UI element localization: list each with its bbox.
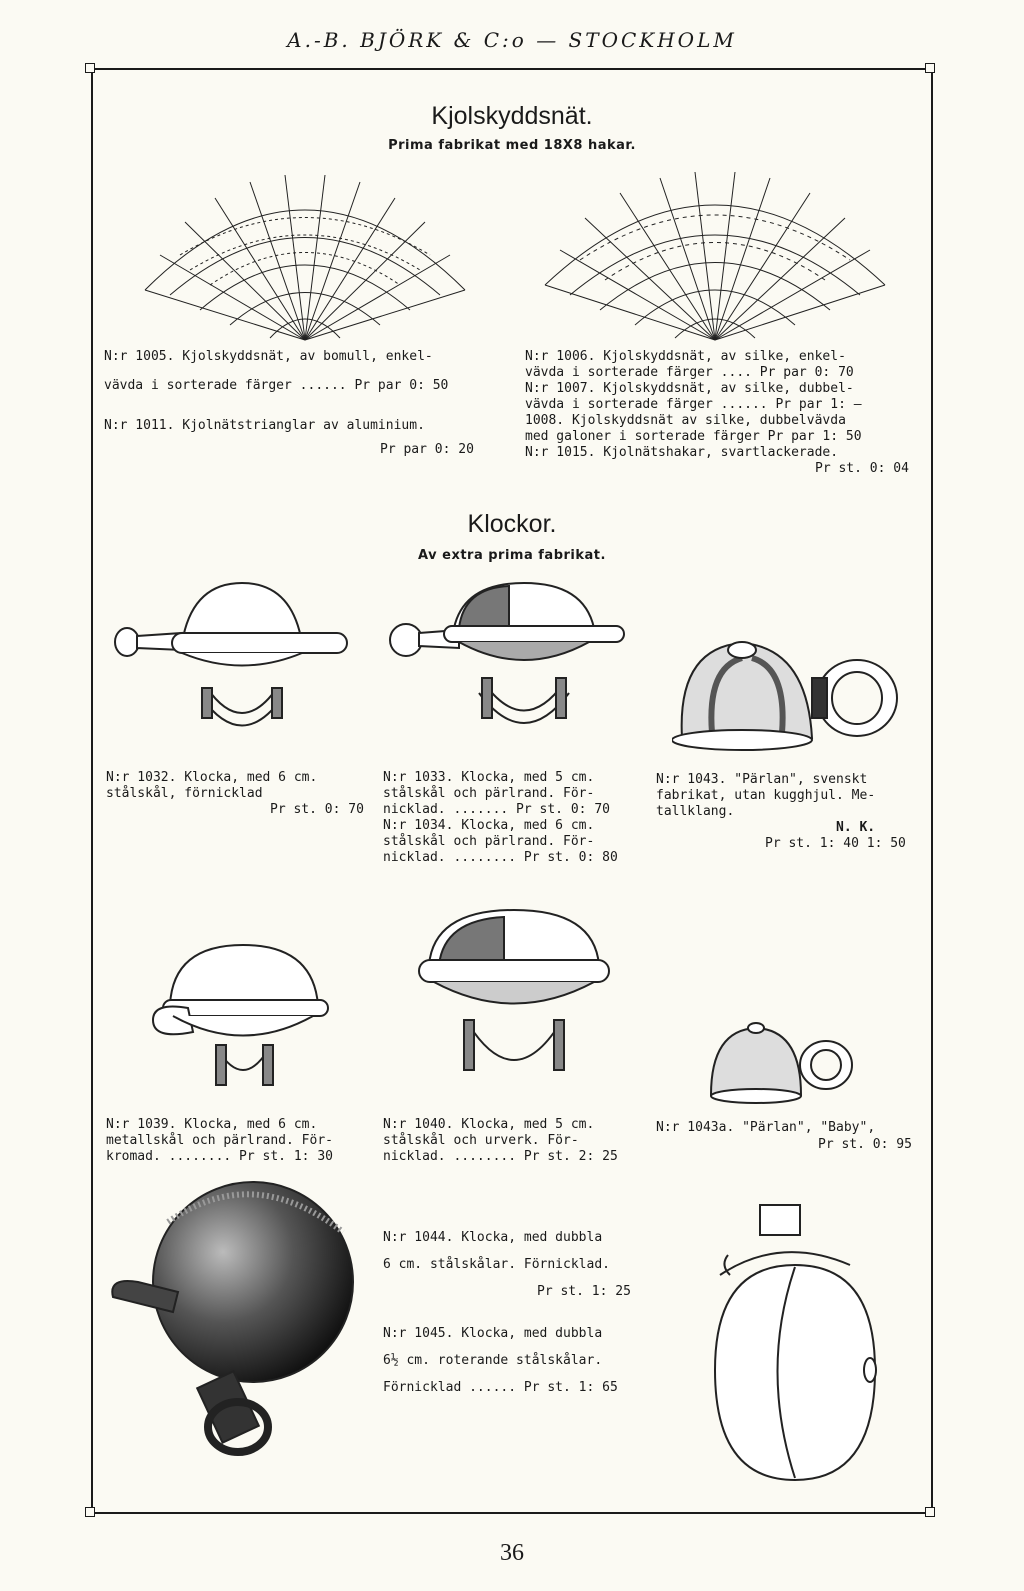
- item-1006-line2: vävda i sorterade färger .... Pr par 0: 70: [525, 365, 854, 380]
- item-1039-line2: metallskål och pärlrand. För-: [106, 1133, 333, 1148]
- bell-1043-illustration: [672, 628, 912, 768]
- bell-1032-illustration: [112, 578, 352, 763]
- item-1044-price: Pr st. 1: 25: [537, 1284, 631, 1299]
- bell-1043a-illustration: [706, 1020, 856, 1110]
- item-1045-line2: 6½ cm. roterande stålskålar.: [383, 1353, 603, 1368]
- item-1040-line2: stålskål och urverk. För-: [383, 1133, 579, 1148]
- section-subtitle-klockor: Av extra prima fabrikat.: [418, 548, 606, 563]
- item-1034-line1: N:r 1034. Klocka, med 6 cm.: [383, 818, 595, 833]
- section-subtitle-kjolskyddsnat: Prima fabrikat med 18X8 hakar.: [388, 138, 636, 153]
- page-number: 36: [500, 1540, 524, 1566]
- skirt-net-illustration-1: [130, 160, 480, 350]
- item-1044-line1: N:r 1044. Klocka, med dubbla: [383, 1230, 603, 1245]
- item-1043-line2: fabrikat, utan kugghjul. Me-: [656, 788, 876, 803]
- frame-corner-tl: [85, 63, 95, 73]
- bell-1033-illustration: [384, 578, 629, 763]
- frame-corner-br: [925, 1507, 935, 1517]
- item-1039-line1: N:r 1039. Klocka, med 6 cm.: [106, 1117, 318, 1132]
- page-header: A.-B. BJÖRK & C:o — STOCKHOLM: [287, 28, 737, 52]
- frame-corner-tr: [925, 63, 935, 73]
- item-1043-prices: Pr st. 1: 40 1: 50: [765, 836, 906, 851]
- bell-1045-illustration: [700, 1195, 900, 1495]
- item-1043a-line1: N:r 1043a. "Pärlan", "Baby",: [656, 1120, 876, 1135]
- item-1040-line1: N:r 1040. Klocka, med 5 cm.: [383, 1117, 595, 1132]
- frame-left: [91, 70, 93, 1514]
- frame-bottom: [92, 1512, 932, 1514]
- frame-corner-bl: [85, 1507, 95, 1517]
- bell-1040-illustration: [414, 905, 614, 1115]
- bell-1044-illustration: [108, 1172, 358, 1472]
- item-1044-line2: 6 cm. stålskålar. Förnicklad.: [383, 1257, 610, 1272]
- frame-right: [931, 70, 933, 1514]
- item-1008-line2: med galoner i sorterade färger Pr par 1: 50: [525, 429, 862, 444]
- item-1007-line1: N:r 1007. Kjolskyddsnät, av silke, dubbel-: [525, 381, 854, 396]
- item-1043-line1: N:r 1043. "Pärlan", svenskt: [656, 772, 868, 787]
- item-1043-line3: tallklang.: [656, 804, 735, 819]
- item-1007-line2: vävda i sorterade färger ...... Pr par 1: —: [525, 397, 862, 412]
- item-1033-line1: N:r 1033. Klocka, med 5 cm.: [383, 770, 595, 785]
- bell-1039-illustration: [148, 940, 338, 1110]
- item-1045-line1: N:r 1045. Klocka, med dubbla: [383, 1326, 603, 1341]
- item-1005-price: vävda i sorterade färger ...... Pr par 0: 50: [104, 378, 449, 393]
- item-1011-text: N:r 1011. Kjolnätstrianglar av aluminium.: [104, 418, 425, 433]
- item-1032-price: Pr st. 0: 70: [270, 802, 364, 817]
- item-1006-line1: N:r 1006. Kjolskyddsnät, av silke, enkel-: [525, 349, 846, 364]
- item-1043a-price: Pr st. 0: 95: [818, 1137, 912, 1152]
- item-1011-price: Pr par 0: 20: [380, 442, 474, 457]
- section-title-kjolskyddsnat: Kjolskyddsnät.: [431, 102, 593, 130]
- item-1005-text: N:r 1005. Kjolskyddsnät, av bomull, enkel-: [104, 349, 433, 364]
- item-1034-price: nicklad. ........ Pr st. 0: 80: [383, 850, 618, 865]
- section-title-klockor: Klockor.: [467, 510, 557, 538]
- item-1008-line1: 1008. Kjolskyddsnät av silke, dubbelvävda: [525, 413, 846, 428]
- skirt-net-illustration-2: [535, 160, 895, 350]
- item-1032-line2: stålskål, förnicklad: [106, 786, 263, 801]
- item-1015-price: Pr st. 0: 04: [815, 461, 909, 476]
- item-1043-columns: N. K.: [836, 820, 876, 835]
- item-1033-line2: stålskål och pärlrand. För-: [383, 786, 595, 801]
- item-1033-price: nicklad. ....... Pr st. 0: 70: [383, 802, 610, 817]
- item-1015-line1: N:r 1015. Kjolnätshakar, svartlackerade.: [525, 445, 839, 460]
- item-1045-price: Förnicklad ...... Pr st. 1: 65: [383, 1380, 618, 1395]
- item-1040-price: nicklad. ........ Pr st. 2: 25: [383, 1149, 618, 1164]
- item-1039-price: kromad. ........ Pr st. 1: 30: [106, 1149, 333, 1164]
- item-1032-line1: N:r 1032. Klocka, med 6 cm.: [106, 770, 318, 785]
- frame-top: [92, 68, 932, 70]
- item-1034-line2: stålskål och pärlrand. För-: [383, 834, 595, 849]
